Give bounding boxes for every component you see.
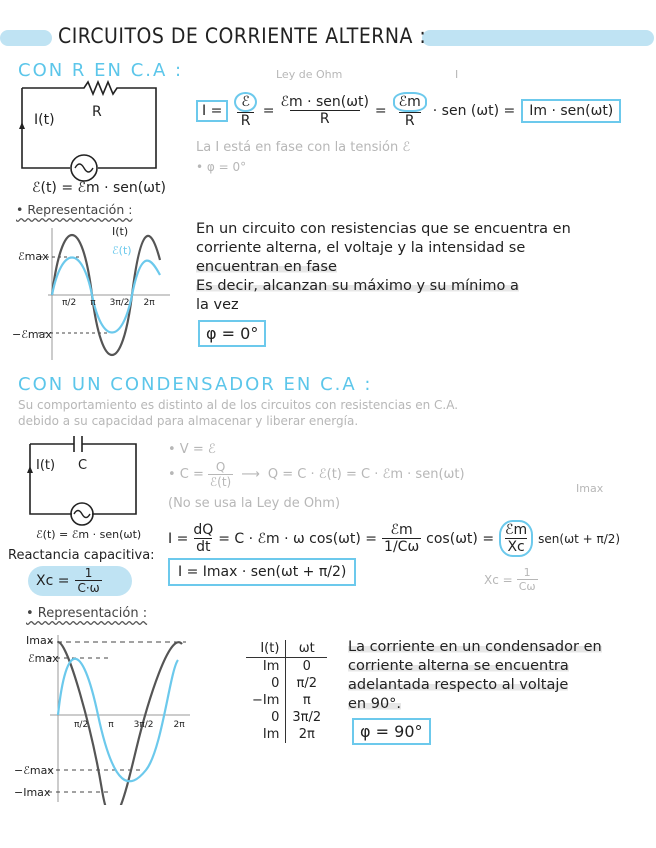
- i-symbol-box: I =: [196, 100, 228, 122]
- reactance-formula: Xc = $\frac{1}{C\cdot\omega}$: [36, 566, 100, 595]
- resistor-phase-graph: [10, 220, 180, 365]
- im-sen-box: Im · sen(ωt): [521, 99, 621, 123]
- resistor-explanation: En un circuito con resistencias que se encuentra en corriente alterna, el voltaje y la intensidad se encuentran en fase Es decir, alcanzan su máximo y su mínimo a la vez: [196, 221, 571, 313]
- phi-zero-note: • φ = 0°: [196, 160, 247, 174]
- title-highlight-right: [422, 30, 654, 46]
- capacitor-explanation: La corriente en un condensador en corriente alterna se encuentra adelantada respecto al voltaje en 90°.: [348, 639, 602, 712]
- current-label: I(t): [34, 112, 55, 128]
- resistor-label: R: [92, 104, 102, 120]
- graph2-emin: −ℰmax: [14, 764, 54, 777]
- current-phase-table: I(t) ωt Im 0 0 π/2 −Im π 0 3π/2 Im 2π: [246, 640, 327, 743]
- resistor-circuit-diagram: [14, 80, 164, 185]
- emf-equation-2: ℰ(t) = ℰm · sen(ωt): [36, 528, 142, 541]
- ley-ohm-note: Ley de Ohm: [276, 68, 343, 81]
- ohm-formula: I = ℰ R = ℰm · sen(ωt) R = ℰm R · sen (ωt) = Im · sen(ωt): [196, 92, 621, 129]
- c-equation: • C = Q ℰ(t) ⟶ Q = C · ℰ(t) = C · ℰm · sen(ωt): [168, 460, 465, 489]
- capacitor-description: Su comportamiento es distinto al de los circuitos con resistencias en C.A. debido a su capacidad para almacenar y liberar energía.: [18, 398, 459, 428]
- capacitor-label: C: [78, 458, 88, 473]
- imax-note: Imax: [576, 482, 604, 495]
- fraction-em-r: ℰm R: [393, 92, 427, 129]
- section-heading-resistor: CON R EN C.A :: [18, 60, 184, 81]
- phi-zero-box: φ = 0°: [198, 320, 266, 347]
- in-phase-note: La I está en fase con la tensión ℰ: [196, 140, 411, 155]
- graph2-ticks: π/2 π 3π/2 2π: [74, 720, 185, 730]
- page-title: CIRCUITOS DE CORRIENTE ALTERNA :: [58, 24, 427, 48]
- graph1-ticks: π/2 π 3π/2 2π: [62, 298, 155, 308]
- v-equals-e: • V = ℰ: [168, 442, 216, 457]
- representation-label-2: • Representación :: [26, 606, 148, 621]
- i-note: I: [455, 68, 459, 81]
- section-heading-capacitor: CON UN CONDENSADOR EN C.A :: [18, 374, 373, 395]
- reactance-label: Reactancia capacitiva:: [8, 548, 155, 563]
- fraction-e-r: ℰ R: [234, 92, 256, 129]
- graph1-emin: −ℰmax: [12, 328, 52, 341]
- fraction-em-sen: ℰm · sen(ωt) R: [280, 94, 369, 127]
- capacitor-circuit-diagram: [26, 436, 141, 531]
- capacitor-current-formula: I = $\frac{dQ}{dt}$ = C · ℰm · ω cos(ωt) = ℰm 1/Cω cos(ωt) = ℰm Xc sen(ωt + π/2): [168, 522, 621, 555]
- phi-ninety-box: φ = 90°: [352, 718, 431, 745]
- graph2-imin: −Imax: [14, 786, 51, 799]
- imax-sen-box: I = Imax · sen(ωt + π/2): [168, 558, 356, 586]
- title-highlight-left: [0, 30, 52, 46]
- graph1-emax: ℰmax: [18, 250, 49, 263]
- current-arrow-icon: [27, 466, 33, 473]
- current-label-2: I(t): [36, 458, 56, 473]
- no-ohm-note: (No se usa la Ley de Ohm): [168, 496, 341, 511]
- xc-note: Xc = $\frac{1}{C\omega}$: [484, 566, 536, 593]
- graph2-emax: ℰmax: [28, 652, 59, 665]
- graph1-curve-e-label: ℰ(t): [112, 244, 132, 257]
- representation-label-1: • Representación :: [16, 202, 133, 217]
- emf-equation: ℰ(t) = ℰm · sen(ωt): [32, 180, 166, 196]
- graph2-imax: Imax: [26, 634, 54, 647]
- graph1-curve-i-label: I(t): [112, 225, 129, 238]
- current-arrow-icon: [19, 122, 25, 129]
